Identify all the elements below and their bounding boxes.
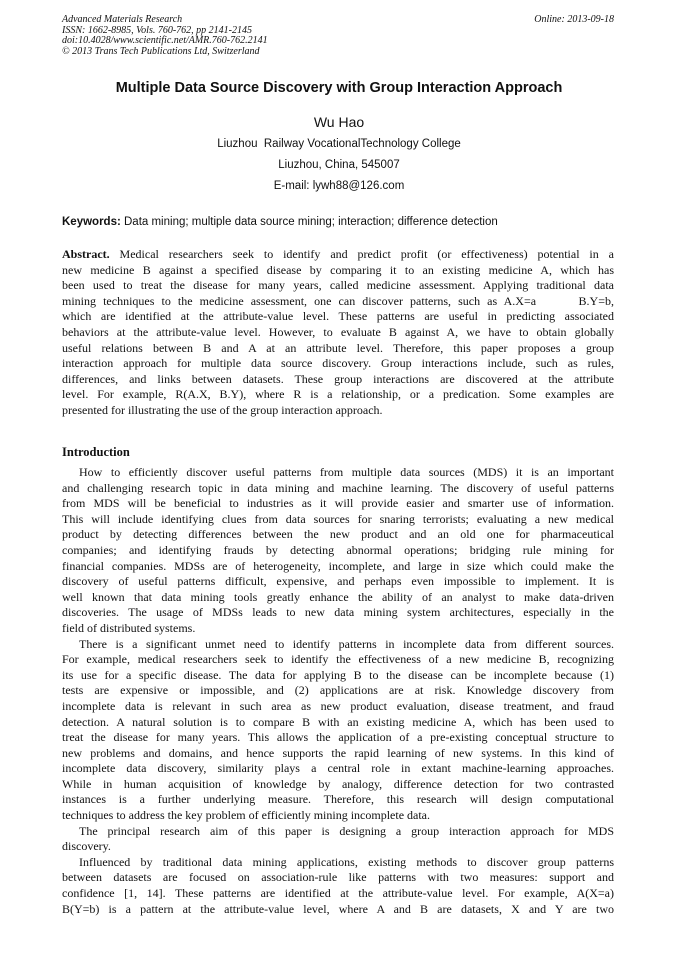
abstract-line: been used to treat the disease for many years, called medicine assessment. Applying traditional data	[62, 278, 614, 293]
journal-header	[62, 15, 614, 57]
paragraph-line: discovery of useful patterns difficult, expensive, and perhaps even impossible to implement. It is	[62, 574, 614, 589]
paragraph-line: detection. A natural solution is to compare B with an existing medicine A, which has been used to	[62, 714, 614, 729]
abstract-line: Abstract. Medical researchers seek to identify and predict profit (or effectiveness) potential in a	[62, 247, 614, 261]
abstract-line: presented for illustrating the use of the group interaction approach.	[62, 402, 383, 417]
paragraph-line: incomplete data is relevant in such area as new product evaluation, disease treatment, and fraud	[62, 698, 614, 713]
paragraph-line: treat the disease for many years. This allows the application of a pre-existing conceptual structure to	[62, 730, 614, 745]
paragraph-line: new problems and domains, and hence supports the rapid learning of new systems. In this kind of	[62, 745, 614, 760]
journal-name: Advanced Materials Research	[62, 14, 183, 25]
section-heading-introduction: Introduction	[62, 445, 130, 459]
paragraph-line: from MDS will be beneficial to industries as it will provide easier and smarter use of information.	[62, 496, 614, 511]
paragraph-line: While in human acquisition of knowledge by analogy, difference detection for two contrasted	[62, 776, 614, 791]
paragraph-line: well known that data mining tools greatly enhance the ability of an analyst to make data-driven	[62, 589, 614, 604]
paragraph-line: companies; and identifying frauds by detecting abnormal operations; bridging rule mining for	[62, 542, 614, 557]
abstract-line: differences, and links between datasets. These group interactions are discovered at the attribute	[62, 371, 614, 386]
online-date: Online: 2013-09-18	[534, 14, 614, 25]
paragraph-line: tests are expensive or impossible, and (2) applications are at risk. Knowledge discovery from	[62, 683, 614, 698]
abstract-line: interaction approach for multiple data source discovery. Group interactions include, such as rules,	[62, 356, 614, 371]
paragraph-line: product by detecting differences between the new product and an old one for pharmaceutical	[62, 527, 614, 542]
abstract-line: new medicine B against a specified disease by comparing it to an existing medicine A, which has	[62, 262, 614, 277]
intro-paragraph-1	[62, 465, 614, 917]
keywords-line	[62, 216, 622, 228]
paragraph-line: its use for a specific disease. The data for applying B to the disease can be incomplete because (1)	[62, 667, 614, 682]
doi-line: doi:10.4028/www.scientific.net/AMR.760-762.2141	[62, 35, 268, 46]
abstract-line: which are identified at the attribute-value level. These patterns are useful in predicting associated	[62, 309, 614, 324]
paragraph-line: discovery.	[62, 839, 111, 854]
copyright-line: © 2013 Trans Tech Publications Ltd, Switzerland	[62, 45, 260, 57]
paragraph-line: confidence [1, 14]. These patterns are identified at the attribute-value level. For example, A(X=a)	[62, 886, 614, 901]
affiliation-city: Liuzhou, China, 545007	[278, 159, 400, 171]
paragraph-line: Influenced by traditional data mining applications, existing methods to discover group patterns	[79, 854, 614, 869]
paragraph-line: There is a significant unmet need to identify patterns in incomplete data from different sources.	[79, 636, 614, 651]
abstract-label: Abstract.	[62, 247, 110, 261]
abstract-line: useful relations between B and A at an attribute level. Therefore, this paper proposes a group	[62, 340, 614, 355]
keywords-label: Keywords:	[62, 216, 121, 228]
paragraph-line: and challenging research topic in data mining and machine learning. The discovery of useful patterns	[62, 480, 614, 495]
paragraph-line: between datasets are focused on association-rule like patterns with two measures: support and	[62, 870, 614, 885]
paragraph-line: field of distributed systems.	[62, 620, 196, 635]
paragraph-line: This will include identifying clues from data sources for snaring terrorists; evaluating a new medical	[62, 511, 614, 526]
paragraph-line: techniques to address the key problem of efficiently mining incomplete data.	[62, 808, 431, 823]
abstract-line: mining techniques to the medicine assessment, one can discover patterns, such as A.X=a B.Y=b,	[62, 293, 614, 308]
paragraph-line: B(Y=b) is a pattern at the attribute-value level, where A and B are datasets, X and Y are two	[62, 901, 614, 916]
issn-line: ISSN: 1662-8985, Vols. 760-762, pp 2141-2145	[62, 24, 252, 36]
abstract-line: behaviors at the attribute-value level. However, to evaluate B against A, we have to obtain globally	[62, 324, 614, 339]
paragraph-line: How to efficiently discover useful patterns from multiple data sources (MDS) it is an important	[79, 465, 614, 479]
author-name: Wu Hao	[313, 114, 365, 130]
abstract-paragraph	[62, 247, 614, 419]
affiliation-email: E-mail: lywh88@126.com	[273, 180, 405, 192]
abstract-line: level. For example, R(A.X, B.Y), where R is a relationship, or a predication. Some examples are	[62, 387, 614, 402]
paragraph-line: The principal research aim of this paper is designing a group interaction approach for MDS	[79, 823, 614, 838]
paragraph-line: For example, medical researchers seek to identify the effectiveness of a new medicine B, recognizing	[62, 652, 614, 667]
affiliation-college: Liuzhou Railway VocationalTechnology College	[217, 138, 461, 150]
paragraph-line: instances is a further underlying measure. Therefore, this research will design computational	[62, 792, 614, 807]
paragraph-line: discoveries. The usage of MDSs leads to new data mining system architectures, especially in the	[62, 605, 614, 620]
paragraph-line: financial companies. MDSs are of heterogeneity, incomplete, and large in size which could make the	[62, 558, 614, 573]
paragraph-line: incomplete data discovery, similarity plays a central role in extant machine-learning approaches.	[62, 761, 614, 776]
keywords-text: Data mining; multiple data source mining; interaction; difference detection	[120, 216, 498, 228]
paper-title: Multiple Data Source Discovery with Group Interaction Approach	[115, 80, 563, 96]
